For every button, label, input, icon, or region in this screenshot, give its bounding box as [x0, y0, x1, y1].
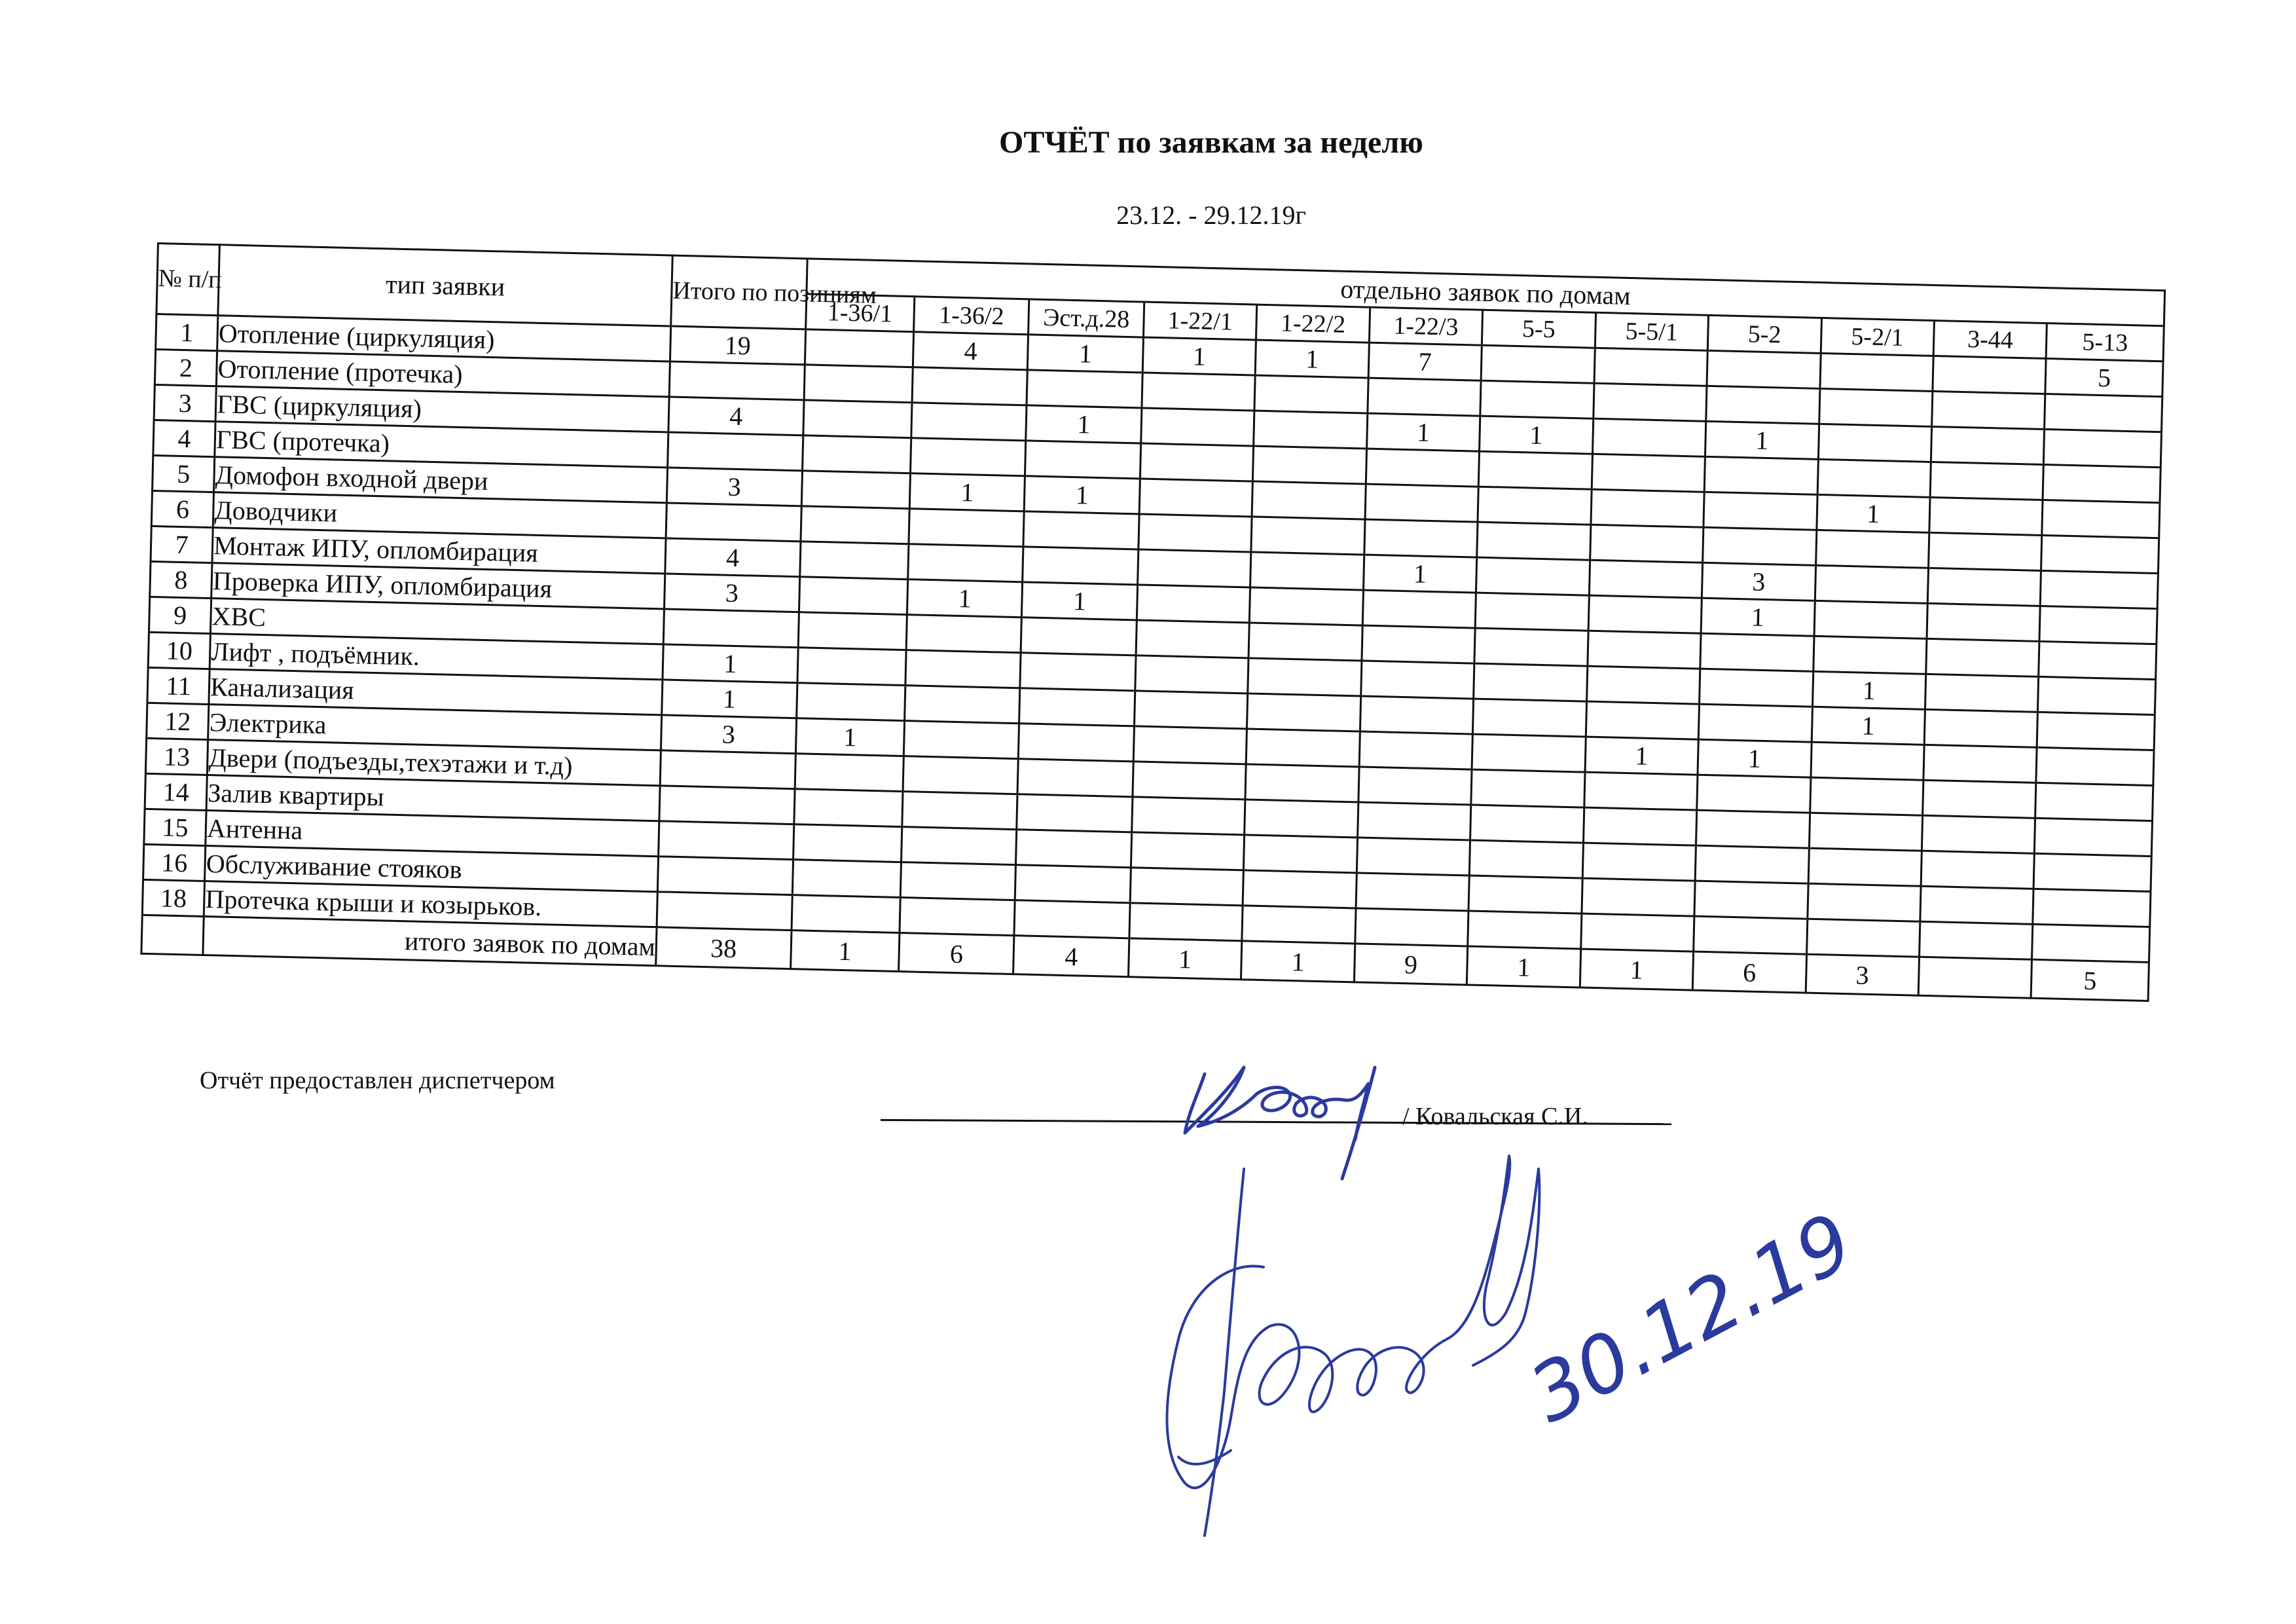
house-cell	[2039, 641, 2157, 679]
house-cell	[1357, 838, 1470, 876]
house-cell	[1925, 674, 2039, 712]
row-number: 11	[147, 667, 210, 704]
house-cell	[908, 544, 1024, 582]
house-cell	[1580, 913, 1694, 951]
house-cell	[1923, 745, 2037, 783]
house-cell	[1920, 886, 2034, 924]
header-type: тип заявки	[218, 245, 672, 326]
house-cell	[1017, 794, 1133, 832]
house-cell	[1129, 903, 1243, 941]
house-cell	[1242, 906, 1356, 944]
house-cell	[1476, 557, 1590, 595]
house-header: 1-22/2	[1256, 304, 1370, 342]
house-total-cell: 1	[1467, 946, 1581, 987]
row-number: 8	[150, 561, 212, 598]
row-number: 2	[155, 349, 217, 386]
house-cell	[1933, 356, 2047, 394]
house-cell	[2036, 747, 2154, 785]
house-cell: 1	[1812, 707, 1925, 745]
house-cell: 1	[1816, 494, 1930, 532]
house-cell	[1017, 759, 1133, 797]
house-header: 5-2/1	[1821, 318, 1935, 356]
house-cell: 3	[1702, 563, 1815, 600]
house-cell: 1	[1256, 340, 1370, 378]
house-cell	[909, 509, 1025, 547]
house-header: 1-36/1	[805, 294, 915, 332]
house-cell	[1481, 345, 1595, 383]
house-header: 5-2	[1707, 315, 1821, 353]
house-cell	[1818, 424, 1932, 462]
row-number: 18	[142, 879, 204, 916]
house-cell	[803, 400, 912, 438]
house-cell	[801, 471, 911, 509]
house-cell	[2038, 676, 2156, 714]
house-cell	[901, 827, 1017, 865]
house-cell	[1480, 380, 1594, 418]
row-total: 4	[668, 397, 804, 435]
house-cell	[1594, 348, 1708, 386]
house-cell	[1919, 921, 2033, 959]
house-cell	[1027, 370, 1142, 408]
house-cell	[1139, 479, 1253, 517]
handwritten-date	[1506, 1196, 1868, 1447]
house-header: 1-36/2	[914, 297, 1030, 335]
house-cell	[1590, 525, 1704, 563]
row-number: 6	[151, 490, 213, 527]
report-table-wrapper	[140, 242, 2166, 1002]
house-cell	[1475, 593, 1589, 631]
row-total: 3	[666, 468, 802, 506]
house-cell	[2033, 889, 2151, 927]
house-cell	[1810, 742, 1924, 780]
house-cell	[1136, 620, 1250, 658]
house-cell	[911, 403, 1027, 441]
house-cell	[1588, 595, 1702, 633]
house-cell: 1	[1366, 413, 1480, 451]
house-cell	[1706, 386, 1820, 424]
house-cell	[912, 367, 1028, 405]
row-number: 10	[148, 632, 210, 669]
handwritten-date-text: 30.12.19	[1516, 1196, 1868, 1441]
row-total	[669, 361, 805, 400]
house-cell: 7	[1368, 342, 1482, 380]
house-cell: 1	[1480, 416, 1594, 454]
house-cell	[1250, 552, 1364, 590]
house-total-cell: 6	[899, 933, 1015, 974]
row-type: Отопление (протечка)	[217, 351, 670, 397]
house-cell	[902, 792, 1018, 830]
house-cell	[1470, 805, 1584, 843]
row-type: Монтаж ИПУ, опломбирация	[212, 528, 666, 574]
row-type: Обслуживание стояков	[205, 846, 659, 892]
row-number: 13	[145, 738, 208, 775]
header-num: № п/п	[156, 244, 220, 316]
house-cell	[1131, 832, 1245, 870]
house-cell	[792, 895, 901, 933]
house-header: 1-22/3	[1369, 307, 1483, 345]
house-cell	[792, 860, 902, 898]
house-cell	[1478, 487, 1592, 525]
row-total	[657, 892, 792, 931]
house-cell	[1021, 618, 1137, 655]
house-cell	[798, 612, 907, 650]
house-cell	[1583, 807, 1697, 845]
house-cell	[805, 329, 914, 367]
house-cell	[1355, 908, 1469, 946]
house-cell	[1932, 391, 2046, 429]
house-cell	[1582, 878, 1696, 916]
row-total	[668, 432, 803, 471]
row-type: Отопление (циркуляция)	[217, 316, 671, 361]
house-cell	[1696, 810, 1810, 848]
row-type: Лифт , подъёмник.	[210, 634, 663, 680]
house-cell: 1	[1142, 337, 1256, 375]
house-cell	[1930, 462, 2044, 500]
house-cell	[1247, 693, 1361, 731]
row-type: Канализация	[209, 669, 663, 715]
house-cell	[1469, 840, 1583, 878]
house-cell	[1929, 497, 2043, 535]
house-header: 5-5/1	[1595, 312, 1709, 350]
house-cell: 1	[1701, 598, 1815, 636]
report-title: ОТЧЁТ по заявкам за неделю	[999, 125, 1423, 160]
house-cell	[1019, 724, 1135, 762]
house-cell	[804, 365, 913, 403]
house-cell	[795, 754, 904, 792]
house-cell	[1016, 830, 1132, 868]
house-header: 3-44	[1933, 320, 2047, 358]
house-cell	[903, 756, 1019, 794]
house-cell	[796, 683, 905, 721]
house-cell: 5	[2045, 359, 2163, 397]
row-number: 3	[154, 384, 216, 421]
house-cell	[1019, 688, 1135, 726]
house-cell	[1244, 835, 1358, 873]
house-cell	[1697, 775, 1811, 813]
house-cell	[1806, 919, 1920, 957]
house-cell	[1247, 729, 1360, 767]
house-cell	[900, 862, 1016, 900]
row-total	[666, 503, 801, 542]
row-total: 1	[662, 680, 797, 718]
totals-blank	[141, 915, 204, 955]
header-by-house: отдельно заявок по домам	[806, 259, 2164, 326]
house-cell	[1137, 585, 1250, 623]
house-header: 5-5	[1482, 310, 1596, 348]
house-cell	[799, 542, 909, 580]
house-cell	[1015, 865, 1131, 903]
house-header: 1-22/1	[1143, 302, 1257, 340]
house-cell	[1245, 800, 1358, 838]
house-cell	[799, 577, 908, 615]
house-cell	[1132, 797, 1246, 835]
house-cell	[1251, 517, 1365, 555]
row-total: 4	[665, 538, 801, 577]
row-type: Домофон входной двери	[214, 457, 668, 503]
row-type: Протечка крыши и козырьков.	[204, 881, 658, 927]
house-cell	[1921, 851, 2035, 889]
house-cell	[1927, 603, 2041, 641]
house-cell	[2042, 500, 2160, 538]
totals-label: итого заявок по домам	[203, 916, 657, 965]
house-cell	[1252, 481, 1366, 519]
house-cell	[1924, 709, 2038, 747]
row-number: 5	[153, 455, 215, 492]
row-type: Антенна	[206, 811, 659, 857]
house-cell: 1	[1026, 405, 1142, 443]
house-cell	[1014, 900, 1130, 938]
house-cell	[1360, 661, 1474, 699]
house-total-cell: 9	[1354, 944, 1468, 985]
house-cell	[1931, 426, 2045, 464]
house-cell	[1365, 484, 1479, 522]
house-cell: 1	[1363, 555, 1477, 593]
row-type: ГВС (протечка)	[215, 422, 668, 468]
house-cell: 1	[1028, 335, 1144, 373]
house-total-cell: 5	[2031, 959, 2149, 1001]
house-cell	[1243, 870, 1357, 908]
house-cell	[1591, 489, 1705, 527]
house-cell	[1472, 734, 1586, 772]
house-cell	[2037, 712, 2155, 750]
row-number: 12	[147, 703, 209, 739]
house-cell	[1023, 547, 1139, 585]
row-total: 1	[663, 644, 798, 683]
house-cell	[1707, 350, 1821, 388]
house-total-cell	[1918, 957, 2032, 998]
row-total	[660, 750, 795, 789]
house-cell	[1133, 726, 1247, 764]
house-header: 5-13	[2047, 323, 2164, 361]
row-type: Проверка ИПУ, опломбирация	[211, 563, 665, 609]
house-cell	[1356, 873, 1470, 911]
table-body	[141, 314, 2163, 1001]
house-cell	[1139, 514, 1252, 552]
house-cell	[1358, 767, 1472, 805]
house-cell	[1703, 527, 1817, 565]
house-cell	[1704, 456, 1818, 494]
row-type: Двери (подъезды,техэтажи и т.д)	[208, 740, 661, 786]
house-cell	[1593, 383, 1707, 421]
house-cell	[1809, 813, 1923, 851]
house-cell	[1923, 780, 2037, 818]
house-cell	[1130, 868, 1244, 906]
house-cell	[1248, 623, 1362, 661]
house-cell	[2035, 818, 2153, 856]
house-cell	[1589, 560, 1703, 598]
house-cell	[1254, 375, 1368, 413]
house-cell	[1362, 590, 1476, 628]
row-number: 7	[151, 526, 213, 563]
row-number: 9	[149, 597, 211, 633]
house-cell: 4	[913, 332, 1029, 370]
house-cell	[2033, 853, 2151, 891]
house-cell	[1694, 916, 1808, 954]
house-total-cell: 1	[1241, 941, 1355, 982]
house-cell	[1698, 704, 1812, 742]
house-cell	[1141, 408, 1255, 446]
house-cell	[1366, 449, 1480, 487]
header-total: Итого по позициям	[671, 255, 807, 329]
house-cell	[1137, 549, 1251, 587]
house-total-cell: 4	[1013, 936, 1129, 977]
house-cell	[1468, 876, 1582, 913]
house-cell	[1250, 587, 1364, 625]
house-cell	[1142, 373, 1256, 411]
house-cell	[1135, 655, 1249, 693]
house-cell	[793, 824, 902, 862]
row-total	[659, 821, 794, 860]
house-cell	[1357, 802, 1471, 840]
house-cell	[905, 650, 1021, 688]
house-cell	[1025, 441, 1141, 479]
house-cell	[2035, 783, 2153, 821]
report-table	[140, 242, 2166, 1002]
house-total-cell: 6	[1692, 951, 1806, 993]
house-cell	[2041, 570, 2159, 608]
house-cell	[793, 789, 903, 827]
house-header: Эст.д.28	[1029, 299, 1144, 337]
house-cell	[1592, 418, 1706, 456]
house-cell	[802, 435, 911, 473]
house-cell	[1815, 530, 1929, 568]
row-number: 15	[144, 809, 206, 845]
row-type: Электрика	[208, 705, 662, 750]
house-cell	[1020, 653, 1136, 691]
house-cell	[1813, 636, 1927, 674]
house-cell	[1592, 454, 1705, 492]
house-cell: 1	[1025, 476, 1140, 514]
house-cell	[1360, 696, 1474, 734]
house-cell	[1474, 628, 1588, 666]
house-cell	[2039, 606, 2157, 644]
house-cell	[1368, 378, 1482, 416]
house-cell	[1478, 451, 1592, 489]
row-total: 3	[661, 715, 796, 754]
house-cell	[2032, 924, 2150, 962]
house-cell	[1588, 631, 1702, 669]
house-cell	[1473, 699, 1587, 737]
house-cell	[2044, 430, 2162, 468]
house-total-cell: 1	[790, 931, 900, 972]
row-total: 19	[670, 326, 805, 365]
house-cell	[1468, 911, 1582, 949]
house-cell	[1584, 772, 1698, 810]
grand-total: 38	[656, 927, 792, 969]
footer-note: Отчёт предоставлен диспетчером	[200, 1067, 555, 1094]
house-cell: 1	[909, 473, 1025, 511]
house-cell	[906, 615, 1022, 653]
house-cell	[2041, 535, 2159, 573]
house-cell: 1	[795, 718, 905, 756]
house-cell	[1928, 532, 2042, 570]
house-cell	[1474, 663, 1588, 701]
house-cell	[1815, 565, 1929, 603]
house-cell	[1922, 815, 2035, 853]
house-cell: 1	[907, 580, 1023, 618]
house-cell	[1023, 511, 1139, 549]
row-type: ГВС (циркуляция)	[215, 386, 669, 432]
house-cell	[1810, 777, 1923, 815]
house-cell	[2043, 464, 2160, 502]
row-number: 16	[143, 844, 206, 881]
house-cell	[1926, 638, 2040, 676]
row-type: ХВС	[211, 599, 665, 644]
house-cell	[1704, 492, 1817, 530]
house-cell	[905, 686, 1021, 724]
house-cell	[1245, 764, 1359, 802]
row-total	[657, 857, 793, 895]
house-cell	[797, 648, 906, 686]
house-total-cell: 1	[1128, 938, 1242, 980]
house-cell	[1700, 633, 1814, 671]
row-total: 3	[665, 574, 800, 612]
house-cell: 1	[1812, 671, 1926, 709]
house-total-cell: 1	[1580, 949, 1694, 990]
signer-name: / Ковальская С.И.	[1402, 1103, 1588, 1130]
row-type: Доводчики	[213, 492, 666, 538]
house-total-cell: 3	[1806, 954, 1920, 995]
house-cell	[1927, 568, 2041, 606]
house-cell	[1819, 388, 1933, 426]
row-total	[663, 609, 799, 648]
house-cell	[903, 721, 1019, 759]
house-cell	[900, 898, 1015, 936]
house-cell	[1140, 443, 1254, 481]
house-cell	[1359, 731, 1473, 769]
row-number: 4	[153, 420, 215, 456]
house-cell	[2045, 394, 2162, 432]
house-cell	[1694, 881, 1808, 919]
house-cell	[1586, 701, 1700, 739]
house-cell	[1477, 522, 1591, 560]
house-cell	[1362, 625, 1476, 663]
house-cell	[1471, 769, 1585, 807]
row-number: 14	[145, 773, 207, 810]
house-cell	[1700, 669, 1813, 707]
report-period: 23.12. - 29.12.19г	[1116, 200, 1306, 230]
house-cell	[1817, 459, 1931, 497]
house-cell	[1808, 848, 1922, 886]
house-cell	[1807, 883, 1921, 921]
house-cell: 1	[1022, 582, 1138, 620]
house-cell	[910, 438, 1026, 476]
house-cell	[1253, 446, 1367, 484]
house-cell	[1364, 519, 1478, 557]
house-cell	[1695, 845, 1809, 883]
row-type: Залив квартиры	[206, 775, 660, 821]
house-cell	[801, 506, 910, 544]
house-cell	[1819, 353, 1933, 391]
house-cell	[1248, 658, 1362, 696]
house-cell	[1814, 600, 1928, 638]
house-cell	[1254, 411, 1368, 449]
row-total	[659, 786, 795, 824]
house-cell	[1586, 666, 1700, 704]
house-cell	[1134, 691, 1248, 729]
house-cell: 1	[1585, 737, 1699, 775]
house-cell	[1133, 762, 1247, 800]
house-cell: 1	[1698, 739, 1812, 777]
house-cell	[1582, 843, 1696, 881]
row-number: 1	[156, 314, 218, 351]
house-cell: 1	[1705, 421, 1819, 459]
